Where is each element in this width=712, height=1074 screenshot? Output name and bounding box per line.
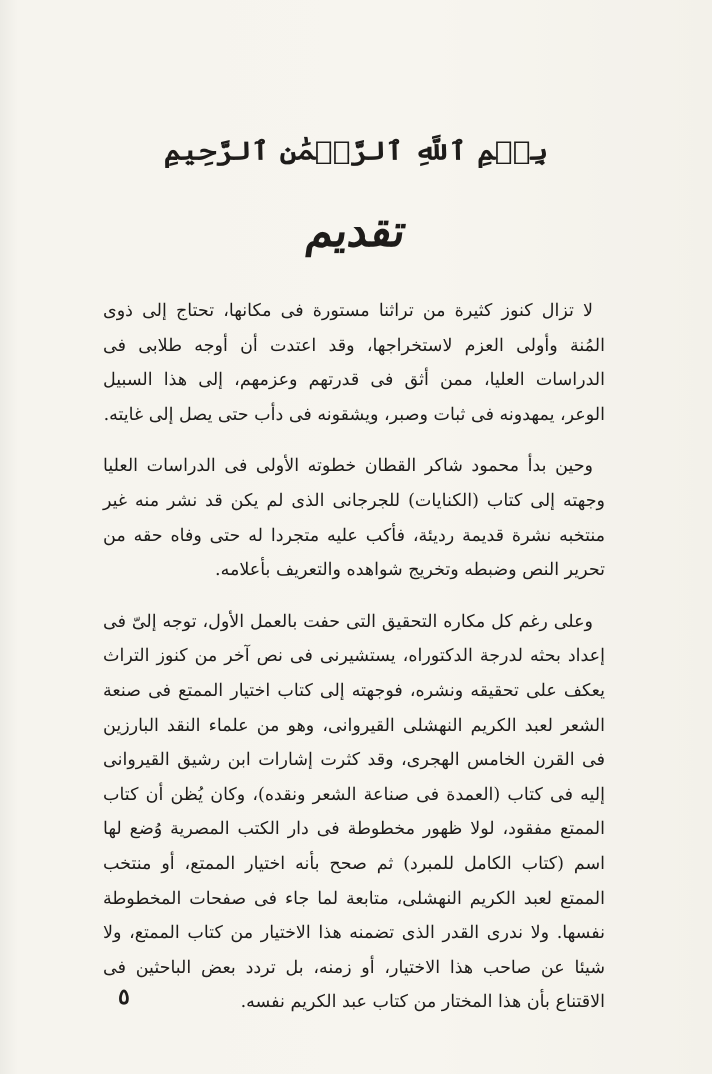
paragraph-1: لا تزال كنوز كثيرة من تراثنا مستورة فى مكانها، تحتاج إلى ذوى المُنة وأولى العزم لاستخراجها، وقد اعتدت أن أوجه طلابى فى الدراسات العليا، ممن أثق فى قدرتهم وعزمهم، إلى هذا السبيل الوعر، يمهدونه فى ثبات وصبر، ويشقونه فى دأب حتى يصل إلى غايته. <box>103 301 605 425</box>
paragraph-3: وعلى رغم كل مكاره التحقيق التى حفت بالعمل الأول، توجه إلىّ فى إعداد بحثه لدرجة الدكتوراه، يستشيرنى فى نص آخر من كنوز التراث يعكف على تحقيقه ونشره، فوجهته إلى كتاب اختيار الممتع فى صنعة الشعر لعبد الكريم النهشلى القيروانى، وهو من علماء النقد البارزين فى القرن الخامس الهجرى، وقد كثرت إشارات ابن رشيق القيروانى إليه فى كتاب (العمدة فى صناعة الشعر ونقده)، وكان يُظن أن كتاب الممتع مفقود، لولا ظهور مخطوطة فى دار الكتب المصرية وُضع لها اسم (كتاب الكامل للمبرد) ثم صحح بأنه اختيار الممتع، أو منتخب الممتع لعبد الكريم النهشلى، متابعة لما جاء فى صفحات المخطوطة نفسها. ولا ندرى القدر الذى تضمنه هذا الاختيار من كتاب الممتع، ولا شيئا عن صاحب هذا الاختيار، أو زمنه، بل تردد بعض الباحثين فى الاقتناع بأن هذا المختار من كتاب عبد الكريم نفسه. <box>103 611 605 1013</box>
page-title: تقديم <box>302 206 410 257</box>
body-text <box>103 294 605 1037</box>
page-number: ٥ <box>118 984 130 1010</box>
paragraph-2: وحين بدأ محمود شاكر القطان خطوته الأولى فى الدراسات العليا وجهته إلى كتاب (الكنايات) للجرجانى الذى لم يكن قد نشر منه غير منتخبه نشرة قديمة رديئة، فأكب عليه متجردا له حتى وفاه حقه من تحرير النص وضبطه وتخريج شواهده والتعريف بأعلامه. <box>103 456 605 581</box>
basmala-heading: بِسۡمِ ٱللَّهِ ٱلرَّحۡمَٰنِ ٱلرَّحِيمِ <box>163 136 549 167</box>
